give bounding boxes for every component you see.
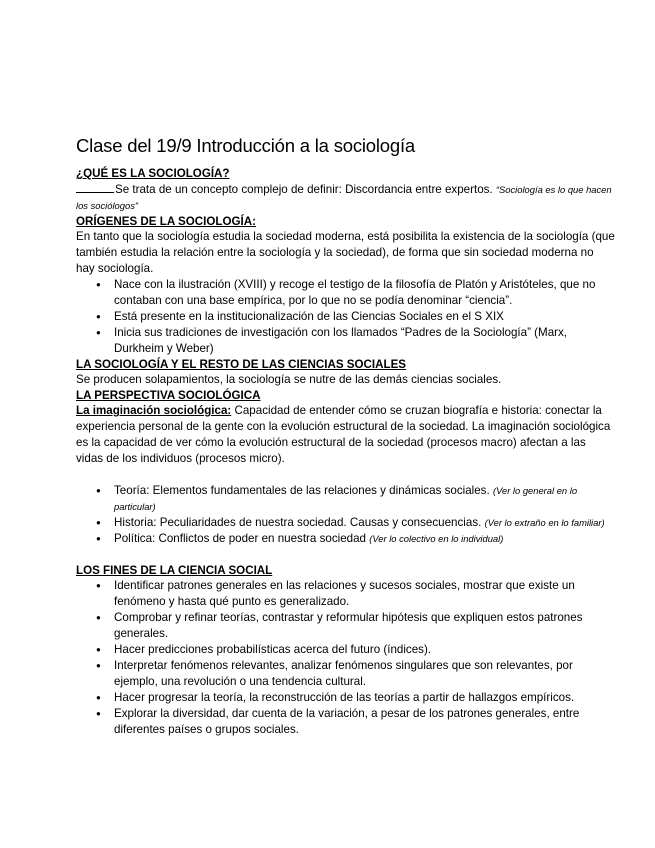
- list-perspectiva: [76, 483, 615, 547]
- list-item: ● Hacer progresar la teoría, la reconstrucción de las teorías a partir de hallazgos empíricos.: [114, 690, 615, 706]
- list-fines: [76, 578, 615, 738]
- heading-fines: LOS FINES DE LA CIENCIA SOCIAL: [76, 564, 273, 577]
- note: (Ver lo general en lo particular): [114, 485, 578, 512]
- heading-que-es: ¿QUÉ ES LA SOCIOLOGÍA?: [76, 167, 230, 180]
- list-item: ● Teoría: Elementos fundamentales de las relaciones y dinámicas sociales. (Ver lo general en lo particular): [114, 483, 615, 515]
- quote: “Sociología es lo que hacen los sociólogos”: [76, 184, 612, 211]
- heading-ciencias-sociales: LA SOCIOLOGÍA Y EL RESTO DE LAS CIENCIAS SOCIALES: [76, 358, 407, 371]
- list-item: ● Política: Conflictos de poder en nuestra sociedad (Ver lo colectivo en lo individual): [114, 531, 615, 547]
- note: (Ver lo extraño en lo familiar): [484, 517, 605, 528]
- paragraph-que-es: Se trata de un concepto complejo de definir: Discordancia entre expertos. “Sociología es lo que hacen los sociólogos”: [76, 183, 612, 211]
- heading-origenes: ORÍGENES DE LA SOCIOLOGÍA:: [76, 215, 256, 228]
- list-item: ● Identificar patrones generales en las relaciones y sucesos sociales, mostrar que existe un fenómeno y hasta qué punto es generalizado.: [114, 578, 615, 610]
- paragraph-perspectiva: La imaginación sociológica: Capacidad de entender cómo se cruzan biografía e historia: conectar la experiencia personal de la gente con la evolución estructural de la sociedad. La imaginación sociológica es la capacidad de ver cómo la evolución estructural de la sociedad (procesos macro) afectan a las vidas de los individuos (procesos micro).: [76, 404, 611, 465]
- blank-line: [76, 181, 114, 193]
- list-item: ● Está presente en la institucionalización de las Ciencias Sociales en el S XIX: [114, 309, 615, 325]
- paragraph-origenes: En tanto que la sociología estudia la sociedad moderna, está posibilita la existencia de la sociología (que también estudia la relación entre la sociología y la sociedad), de forma que sin sociedad moderna no hay sociología.: [76, 230, 615, 275]
- list-item: ● Comprobar y refinar teorías, contrastar y reformular hipótesis que expliquen estos patrones generales.: [114, 610, 615, 642]
- page-title: Clase del 19/9 Introducción a la sociología: [76, 135, 416, 156]
- note: (Ver lo colectivo en lo individual): [369, 533, 504, 544]
- paragraph-ciencias-sociales: Se producen solapamientos, la sociología se nutre de las demás ciencias sociales.: [76, 373, 502, 386]
- term-imaginacion: La imaginación sociológica:: [76, 404, 232, 417]
- list-item: ● Historia: Peculiaridades de nuestra sociedad. Causas y consecuencias. (Ver lo extraño en lo familiar): [114, 515, 615, 531]
- list-item: ● Explorar la diversidad, dar cuenta de la variación, a pesar de los patrones generales, entre diferentes países o grupos sociales.: [114, 706, 615, 738]
- list-origenes: [76, 277, 615, 357]
- list-item: ● Nace con la ilustración (XVIII) y recoge el testigo de la filosofía de Platón y Aristóteles, que no contaban con una base empírica, por lo que no se podía denominar “ciencia”.: [114, 277, 615, 309]
- list-item: ● Interpretar fenómenos relevantes, analizar fenómenos singulares que son relevantes, por ejemplo, una revolución o una tendencia cultural.: [114, 658, 615, 690]
- heading-perspectiva: LA PERSPECTIVA SOCIOLÓGICA: [76, 389, 261, 402]
- list-item: ● Inicia sus tradiciones de investigación con los llamados “Padres de la Sociología” (Marx, Durkheim y Weber): [114, 325, 615, 357]
- list-item: ● Hacer predicciones probabilísticas acerca del futuro (índices).: [114, 642, 615, 658]
